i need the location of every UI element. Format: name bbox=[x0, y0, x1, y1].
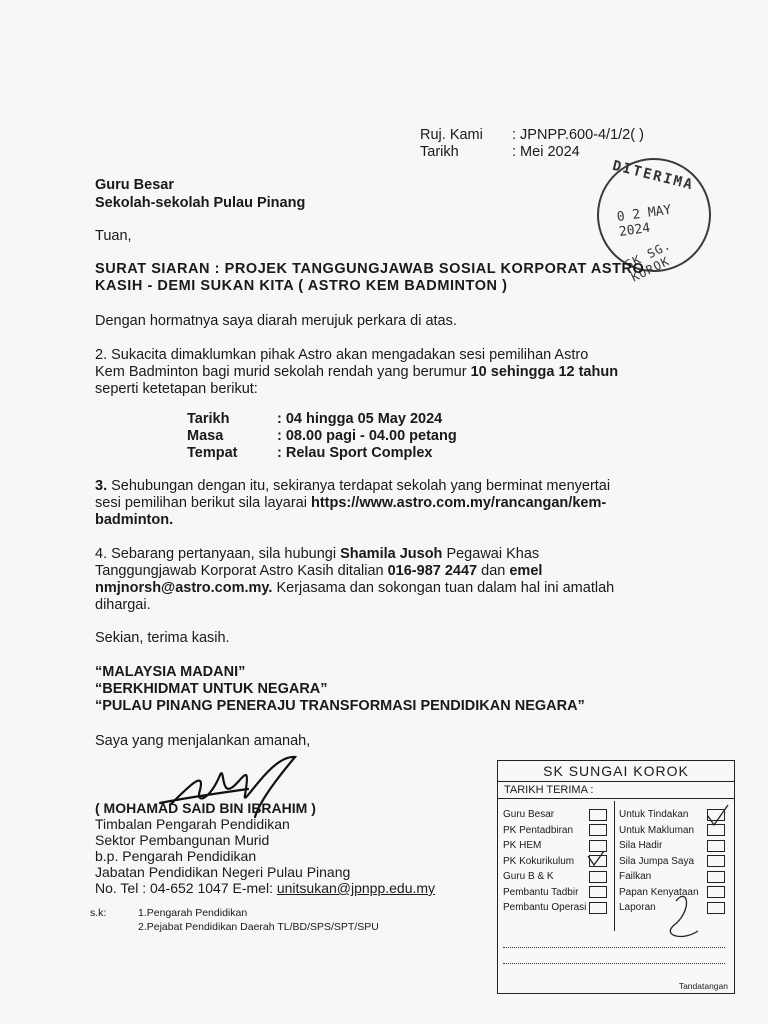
salutation: Tuan, bbox=[95, 228, 132, 244]
para3-line-1: Sehubungan dengan itu, sekiranya terdapat sekolah yang berminat menyertai bbox=[107, 478, 611, 494]
receipt-left-item: PK HEM bbox=[503, 838, 607, 854]
para4-line-4: dihargai. bbox=[95, 597, 151, 613]
receipt-footer: Tandatangan bbox=[678, 981, 728, 991]
contact-person: Shamila Jusoh bbox=[340, 546, 443, 562]
email-word: emel bbox=[509, 563, 543, 579]
stamp-bottom-text: SK SG. KOROK bbox=[622, 237, 674, 285]
opening-sentence: Dengan hormatnya saya diarah merujuk perkara di atas. bbox=[95, 313, 457, 329]
motto-1: “MALAYSIA MADANI” bbox=[95, 664, 246, 680]
registration-link[interactable]: https://www.astro.com.my/rancangan/kem- bbox=[311, 495, 607, 511]
motto-2: “BERKHIDMAT UNTUK NEGARA” bbox=[95, 681, 328, 697]
contact-phone: 016-987 2447 bbox=[387, 563, 478, 579]
recipient-line-2: Sekolah-sekolah Pulau Pinang bbox=[95, 195, 306, 211]
recipient-block bbox=[95, 176, 305, 212]
para4-line-2c: dan bbox=[477, 563, 510, 579]
para3-number: 3. bbox=[95, 478, 108, 494]
copy-to bbox=[90, 906, 379, 934]
receipt-school: SK SUNGAI KOROK bbox=[498, 761, 734, 782]
closing: Sekian, terima kasih. bbox=[95, 630, 230, 646]
detail-label-tarikh: Tarikh bbox=[187, 411, 230, 427]
receipt-box bbox=[497, 760, 735, 994]
receipt-left-item: Pembantu Tadbir bbox=[503, 885, 607, 901]
receipt-left-item: Pembantu Operasi bbox=[503, 900, 607, 916]
subject-line-2: KASIH - DEMI SUKAN KITA ( ASTRO KEM BADMINTON ) bbox=[95, 278, 508, 294]
signatory-email[interactable]: unitsukan@jpnpp.edu.my bbox=[276, 880, 436, 896]
stamp-date: 0 2 MAY 2024 bbox=[615, 202, 673, 240]
signatory-title-3: b.p. Pengarah Pendidikan bbox=[95, 848, 257, 864]
para4-line-2a: Tanggungjawab Korporat Astro Kasih ditalian bbox=[95, 563, 388, 579]
detail-label-tempat: Tempat bbox=[187, 445, 238, 461]
recipient-line-1: Guru Besar bbox=[95, 177, 174, 193]
para4-line-1c: Pegawai Khas bbox=[442, 546, 540, 562]
receipt-left-item: PK Kokurikulum bbox=[503, 854, 607, 870]
tarikh-value: : Mei 2024 bbox=[512, 144, 580, 160]
stamp-top-text: DITERIMA bbox=[610, 157, 696, 194]
receipt-right-item: Untuk Tindakan bbox=[619, 807, 725, 823]
receipt-right-item: Untuk Makluman bbox=[619, 823, 725, 839]
para2-line-1: 2. Sukacita dimaklumkan pihak Astro akan mengadakan sesi pemilihan Astro bbox=[95, 347, 589, 363]
reference-block bbox=[420, 127, 644, 161]
signatory-title-1: Timbalan Pengarah Pendidikan bbox=[95, 816, 290, 832]
handwritten-marks bbox=[498, 761, 734, 993]
para3-line-2a: sesi pemilihan berikut sila layarai bbox=[95, 495, 311, 511]
para2-line-3: seperti ketetapan berikut: bbox=[95, 381, 258, 397]
tarikh-label: Tarikh bbox=[420, 144, 459, 160]
receipt-date-label: TARIKH TERIMA : bbox=[498, 782, 734, 799]
paragraph-4 bbox=[95, 546, 675, 614]
signatory-title-2: Sektor Pembangunan Murid bbox=[95, 832, 270, 848]
detail-label-masa: Masa bbox=[187, 428, 224, 444]
para4-line-3b: Kerjasama dan sokongan tuan dalam hal ini amatlah bbox=[272, 580, 615, 596]
receipt-right-item: Papan Kenyataan bbox=[619, 885, 725, 901]
signatory-block bbox=[95, 800, 435, 896]
signatory-title-4: Jabatan Pendidikan Negeri Pulau Pinang bbox=[95, 864, 351, 880]
registration-link-cont[interactable]: badminton. bbox=[95, 512, 174, 528]
para4-line-1a: 4. Sebarang pertanyaan, sila hubungi bbox=[95, 546, 341, 562]
paragraph-2 bbox=[95, 347, 675, 398]
signatory-name: ( MOHAMAD SAID BIN IBRAHIM ) bbox=[95, 800, 316, 816]
subject-line-1: SURAT SIARAN : PROJEK TANGGUNGJAWAB SOSIAL KORPORAT ASTRO bbox=[95, 261, 645, 277]
receipt-right-item: Laporan bbox=[619, 900, 725, 916]
detail-value-tarikh: : 04 hingga 05 May 2024 bbox=[277, 411, 443, 427]
receipt-right-item: Failkan bbox=[619, 869, 725, 885]
sk-label: s.k: bbox=[90, 907, 107, 919]
detail-value-tempat: : Relau Sport Complex bbox=[277, 445, 433, 461]
sk-item-2: 2.Pejabat Pendidikan Daerah TL/BD/SPS/SPT/SPU bbox=[138, 921, 379, 933]
para2-line-2a: Kem Badminton bagi murid sekolah rendah yang berumur bbox=[95, 364, 471, 380]
detail-value-masa: : 08.00 pagi - 04.00 petang bbox=[277, 428, 457, 444]
receipt-right-item: Sila Hadir bbox=[619, 838, 725, 854]
contact-email[interactable]: nmjnorsh@astro.com.my. bbox=[95, 580, 273, 596]
receipt-left-item: Guru B & K bbox=[503, 869, 607, 885]
ruj-value: : JPNPP.600-4/1/2( ) bbox=[512, 127, 644, 143]
sk-item-1: 1.Pengarah Pendidikan bbox=[138, 907, 248, 919]
receipt-left-item: Guru Besar bbox=[503, 807, 607, 823]
mottos bbox=[95, 664, 585, 715]
trust-line: Saya yang menjalankan amanah, bbox=[95, 733, 311, 749]
signatory-contact: No. Tel : 04-652 1047 E-mel: bbox=[95, 880, 277, 896]
paragraph-3 bbox=[95, 478, 675, 529]
subject bbox=[95, 261, 644, 295]
receipt-left-item: PK Pentadbiran bbox=[503, 823, 607, 839]
ruj-label: Ruj. Kami bbox=[420, 127, 483, 143]
age-range: 10 sehingga 12 tahun bbox=[470, 364, 619, 380]
event-details bbox=[187, 411, 457, 462]
receipt-right-item: Sila Jumpa Saya bbox=[619, 854, 725, 870]
motto-3: “PULAU PINANG PENERAJU TRANSFORMASI PENDIDIKAN NEGARA” bbox=[95, 698, 585, 714]
